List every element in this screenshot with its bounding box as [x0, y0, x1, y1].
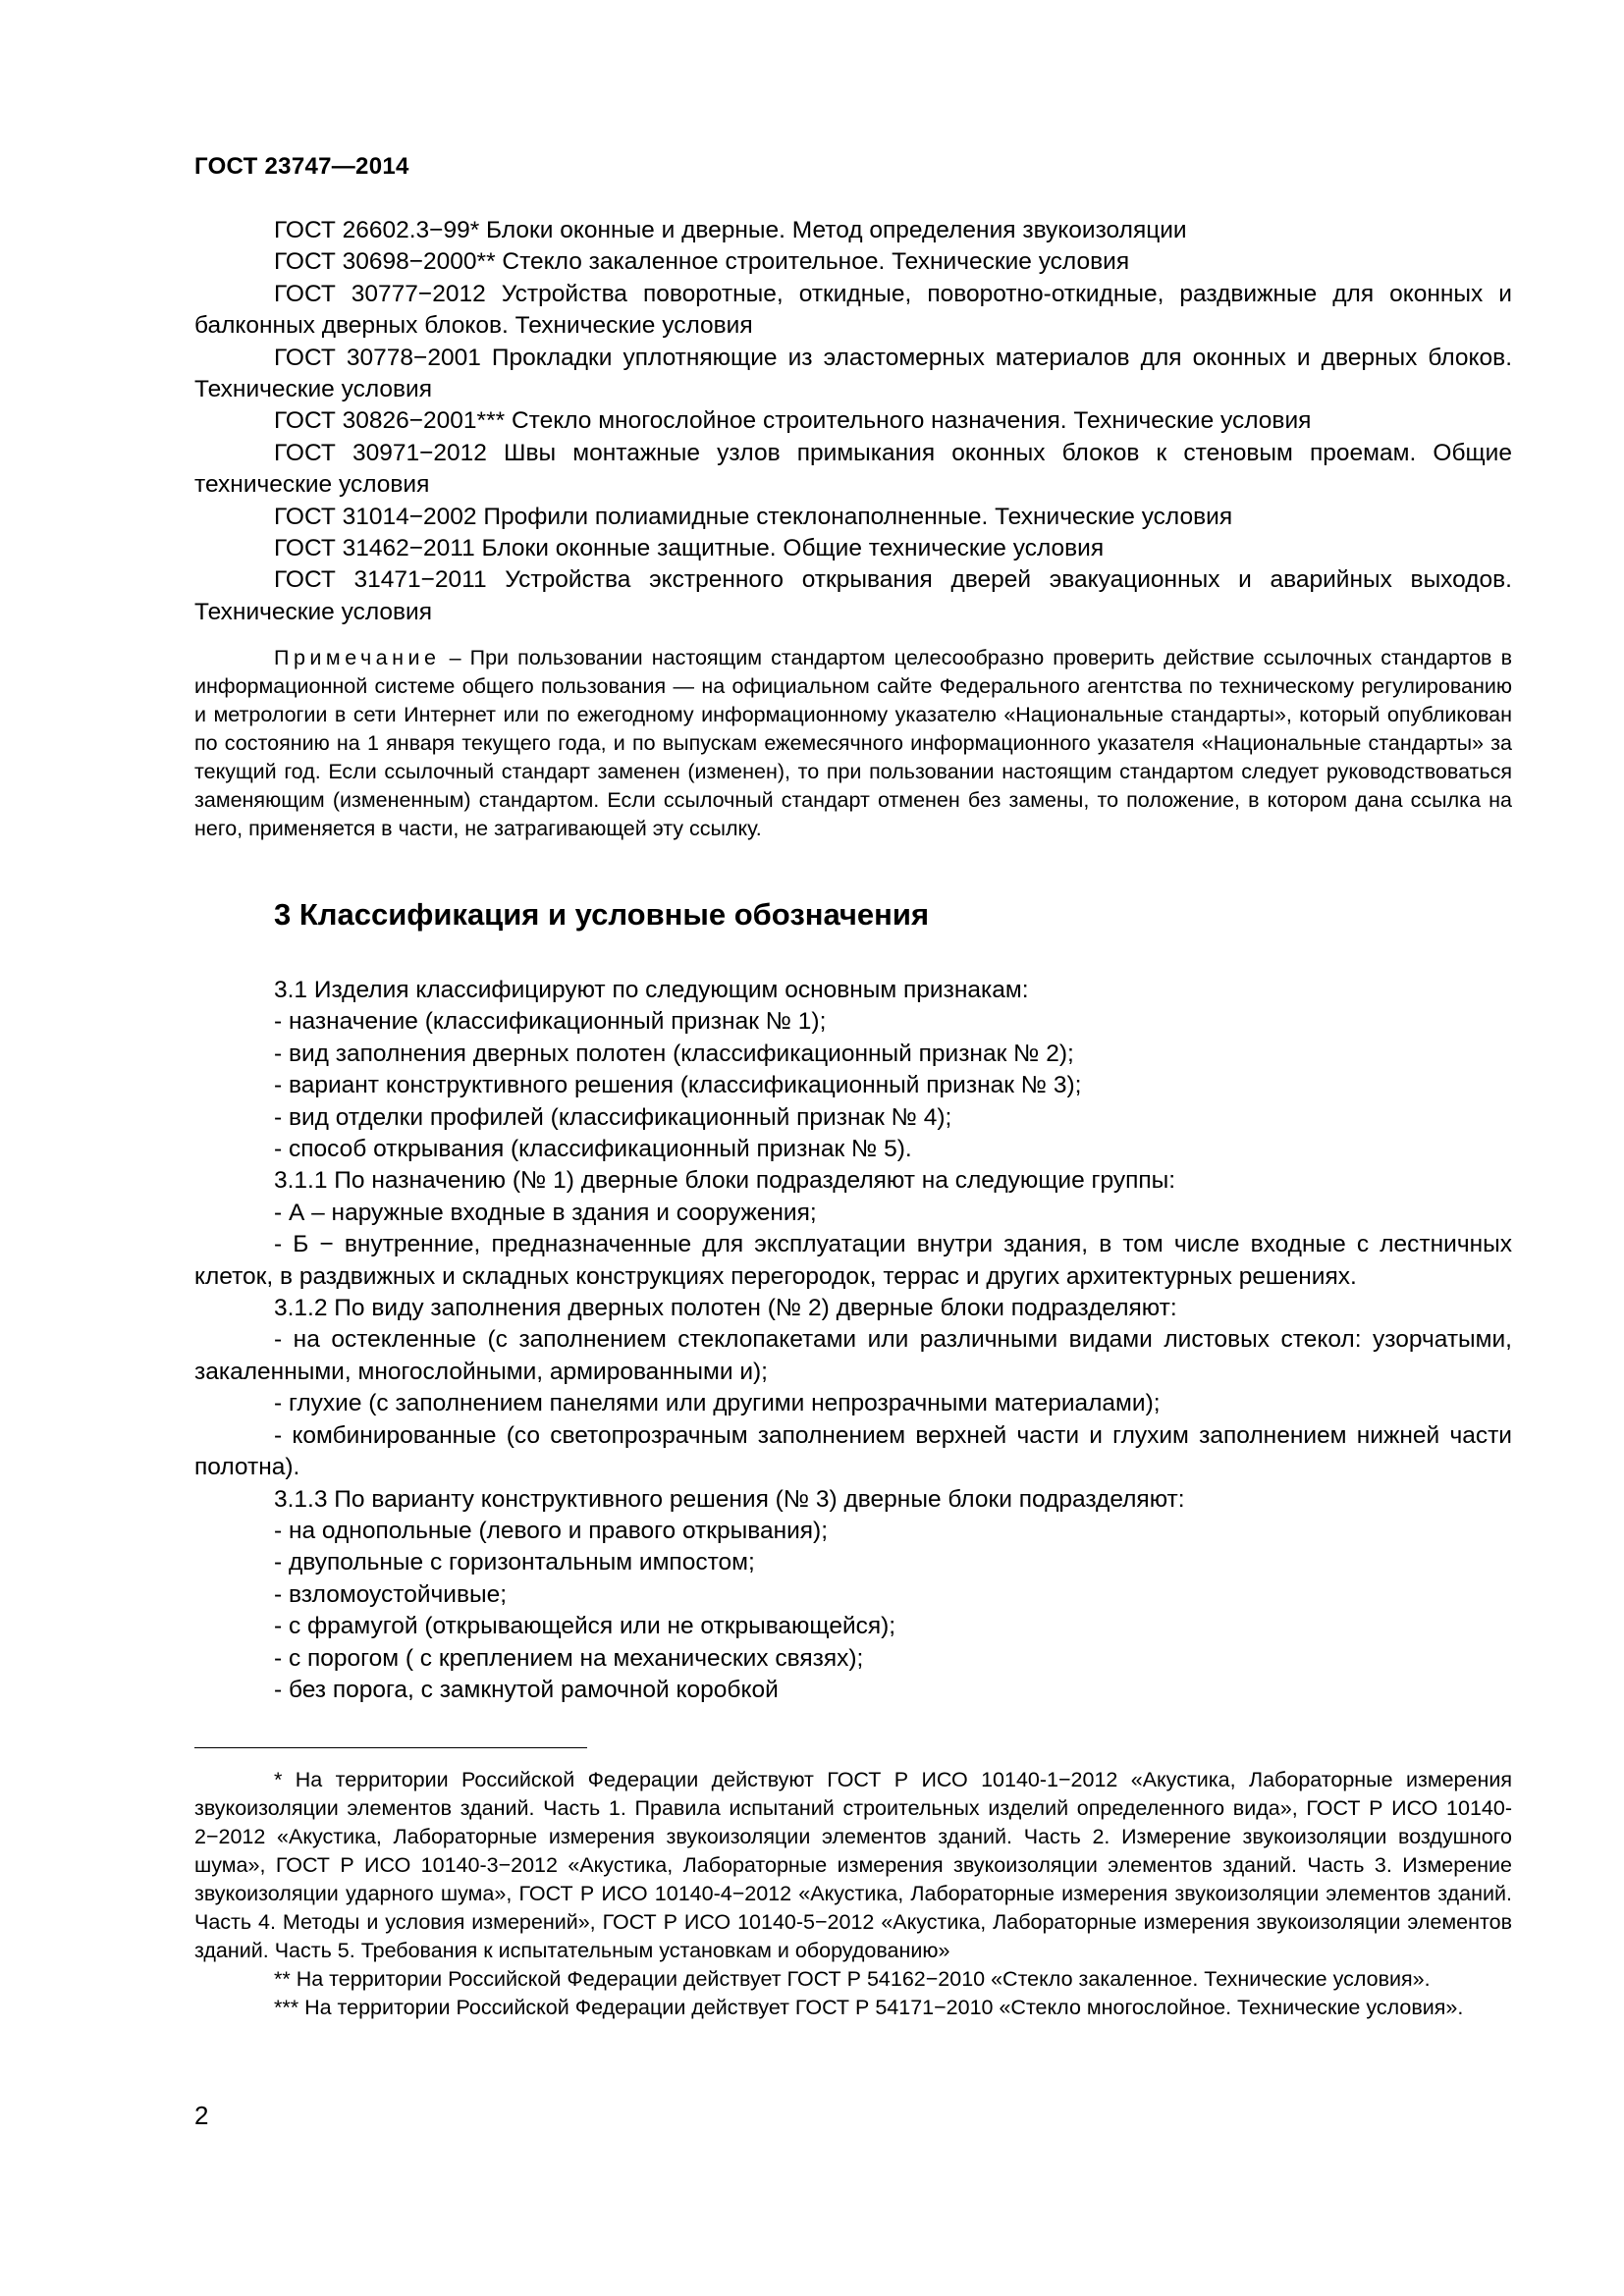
list-item: - вид заполнения дверных полотен (классификационный признак № 2); [274, 1040, 1074, 1067]
clause-paragraph: 3.1.1 По назначению (№ 1) дверные блоки подразделяют на следующие группы: [274, 1167, 1176, 1195]
list-item: - на остекленные (с заполнением стеклопакетами или различными видами листовых стекол: узорчатыми, закаленными, многослойными, армированными и); [194, 1326, 1512, 1385]
list-item: - назначение (классификационный признак № 1); [274, 1008, 827, 1036]
reference-item: ГОСТ 31462−2011 Блоки оконные защитные. Общие технические условия [274, 535, 1105, 562]
clause-paragraph: 3.1 Изделия классифицируют по следующим основным признакам: [274, 977, 1029, 1003]
clause-paragraph: 3.1.2 По виду заполнения дверных полотен (№ 2) дверные блоки подразделяют: [274, 1295, 1177, 1322]
reference-item: ГОСТ 30698−2000** Стекло закаленное строительное. Технические условия [274, 248, 1130, 276]
footnote: ** На территории Российской Федерации действует ГОСТ Р 54162−2010 «Стекло закаленное. Технические условия». [274, 1967, 1431, 1991]
section-title: 3 Классификация и условные обозначения [274, 897, 930, 932]
note-label: Примечание [274, 646, 441, 669]
references-list [194, 215, 1512, 628]
note-paragraph [194, 644, 1512, 843]
list-item: - с фрамугой (открывающейся или не открывающейся); [274, 1613, 896, 1640]
list-item: - вариант конструктивного решения (классификационный признак № 3); [274, 1072, 1082, 1099]
list-item: - вид отделки профилей (классификационный признак № 4); [274, 1103, 952, 1131]
footnotes [194, 1766, 1512, 2022]
reference-item: ГОСТ 30971−2012 Швы монтажные узлов примыкания оконных блоков к стеновым проемам. Общие технические условия [194, 439, 1512, 499]
list-item: - комбинированные (со светопрозрачным заполнением верхней части и глухим заполнением нижней части полотна). [194, 1421, 1512, 1481]
section-body [194, 975, 1512, 1706]
document-header: ГОСТ 23747—2014 [194, 153, 409, 180]
list-item: - двупольные с горизонтальным импостом; [274, 1549, 755, 1576]
list-item: - взломоустойчивые; [274, 1580, 508, 1608]
reference-item: ГОСТ 26602.3−99* Блоки оконные и дверные. Метод определения звукоизоляции [274, 217, 1187, 243]
list-item: - Б − внутренние, предназначенные для эксплуатации внутри здания, в том числе входные с лестничных клеток, в раздвижных и складных конструкциях перегородок, террас и других архитектурных решениях. [194, 1231, 1512, 1290]
list-item: - без порога, с замкнутой рамочной коробкой [274, 1676, 779, 1703]
footnote: * На территории Российской Федерации действуют ГОСТ Р ИСО 10140-1−2012 «Акустика, Лабораторные измерения звукоизоляции элементов зданий. Часть 1. Правила испытаний строительных изделий определенного вида», ГОСТ Р ИСО 10140-2−2012 «Акустика, Лабораторные измерения звукоизоляции элементов зданий. Часть 2. Измерение звукоизоляции воздушного шума», ГОСТ Р ИСО 10140-3−2012 «Акустика, Лабораторные измерения звукоизоляции элементов зданий. Часть 3. Измерение звукоизоляции ударного шума», ГОСТ Р ИСО 10140-4−2012 «Акустика, Лабораторные измерения звукоизоляции элементов зданий. Часть 4. Методы и условия измерений», ГОСТ Р ИСО 10140-5−2012 «Акустика, Лабораторные измерения звукоизоляции элементов зданий. Часть 5. Требования к испытательным установкам и оборудованию» [194, 1768, 1512, 1962]
list-item: - с порогом ( с креплением на механических связях); [274, 1644, 864, 1672]
footnote-divider [194, 1747, 587, 1748]
note-text: При пользовании настоящим стандартом целесообразно проверить действие ссылочных стандартов в информационной системе общего пользования — на официальном сайте Федерального агентства по техническому регулированию и метрологии в сети Интернет или по ежегодному информационному указателю «Национальные стандарты», который опубликован по состоянию на 1 января текущего года, и по выпускам ежемесячного информационного указателя «Национальные стандарты» за текущий год. Если ссылочный стандарт заменен (изменен), то при пользовании настоящим стандартом следует руководствоваться заменяющим (измененным) стандартом. Если ссылочный стандарт отменен без замены, то положение, в котором дана ссылка на него, применяется в части, не затрагивающей эту ссылку. [194, 646, 1513, 840]
footnote: *** На территории Российской Федерации действует ГОСТ Р 54171−2010 «Стекло многослойное. Технические условия». [274, 1996, 1464, 2019]
list-item: - А – наружные входные в здания и сооружения; [274, 1199, 817, 1226]
reference-item: ГОСТ 31014−2002 Профили полиамидные стеклонаполненные. Технические условия [274, 503, 1233, 530]
list-item: - способ открывания (классификационный признак № 5). [274, 1136, 912, 1163]
note-dash: – [440, 646, 470, 669]
list-item: - на однопольные (левого и правого открывания); [274, 1517, 829, 1544]
reference-item: ГОСТ 31471−2011 Устройства экстренного открывания дверей эвакуационных и аварийных выходов. Технические условия [194, 566, 1512, 625]
reference-item: ГОСТ 30777−2012 Устройства поворотные, откидные, поворотно-откидные, раздвижные для оконных и балконных дверных блоков. Технические условия [194, 280, 1512, 340]
clause-paragraph: 3.1.3 По варианту конструктивного решения (№ 3) дверные блоки подразделяют: [274, 1485, 1185, 1513]
reference-item: ГОСТ 30826−2001*** Стекло многослойное строительного назначения. Технические условия [274, 407, 1312, 435]
list-item: - глухие (с заполнением панелями или другими непрозрачными материалами); [274, 1390, 1161, 1417]
reference-item: ГОСТ 30778−2001 Прокладки уплотняющие из эластомерных материалов для оконных и дверных блоков. Технические условия [194, 344, 1512, 403]
page-number: 2 [194, 2101, 209, 2130]
